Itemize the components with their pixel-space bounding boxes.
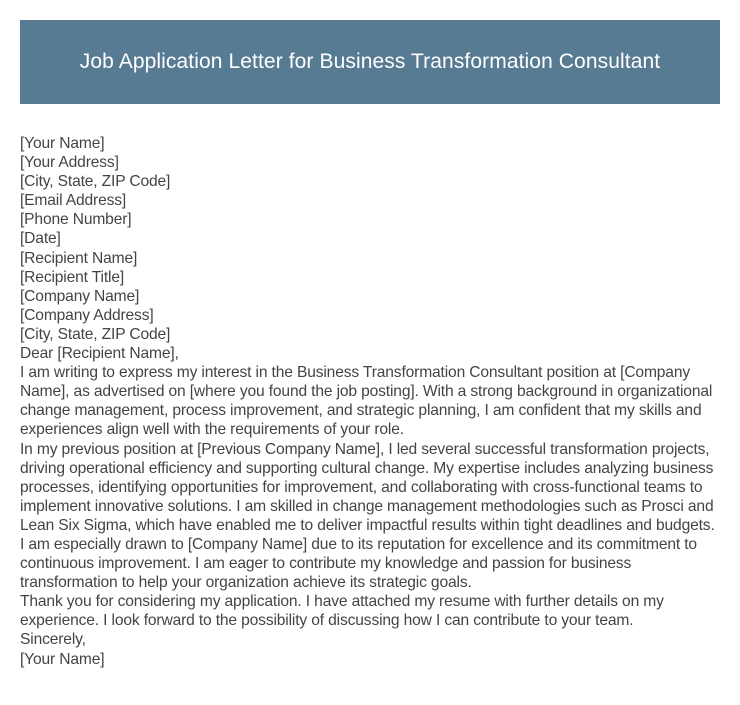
- letter-date: [Date]: [20, 230, 61, 248]
- letter-body: [20, 134, 725, 669]
- sender-name: [Your Name]: [20, 135, 105, 152]
- signature: [Your Name]: [20, 650, 105, 668]
- recipient-company: [Company Name]: [20, 287, 140, 305]
- recipient-city-state-zip: [City, State, ZIP Code]: [20, 325, 171, 343]
- body-paragraph-closing: Thank you for considering my application. I have attached my resume with further details on my experience. I look forward to the possibility of discussing how I can contribute to your team.: [20, 593, 664, 630]
- salutation: Dear [Recipient Name],: [20, 345, 179, 363]
- sender-city-state-zip: [City, State, ZIP Code]: [20, 173, 171, 191]
- page-title: Job Application Letter for Business Transformation Consultant: [79, 50, 661, 73]
- recipient-name: [Recipient Name]: [20, 249, 138, 267]
- closing: Sincerely,: [20, 631, 86, 649]
- sender-block: [20, 134, 725, 249]
- body-paragraph-experience: In my previous position at [Previous Company Name], I led several successful transformation projects, driving operational efficiency and supporting cultural change. My expertise includes analyzing business processes, identifying opportunities for improvement, and collaborating with cross-functional teams to implement innovative solutions. I am skilled in change management methodologies such as Prosci and Lean Six Sigma, which have enabled me to deliver impactful results within tight deadlines and budgets.: [20, 440, 715, 534]
- recipient-address: [Company Address]: [20, 306, 154, 324]
- body-paragraph-motivation: I am especially drawn to [Company Name] due to its reputation for excellence and its commitment to continuous improvement. I am eager to contribute my knowledge and passion for business transformation to help your organization achieve its strategic goals.: [20, 535, 697, 592]
- page-header: [20, 20, 720, 104]
- sender-address: [Your Address]: [20, 154, 119, 172]
- body-paragraph-intro: I am writing to express my interest in the Business Transformation Consultant position at [Company Name], as advertised on [where you found the job posting]. With a strong background in organizational change management, process improvement, and strategic planning, I am confident that my skills and experiences align well with the requirements of your role.: [20, 364, 713, 439]
- sender-email: [Email Address]: [20, 192, 127, 210]
- recipient-title: [Recipient Title]: [20, 268, 125, 286]
- recipient-block: [20, 249, 725, 344]
- sender-phone: [Phone Number]: [20, 211, 132, 229]
